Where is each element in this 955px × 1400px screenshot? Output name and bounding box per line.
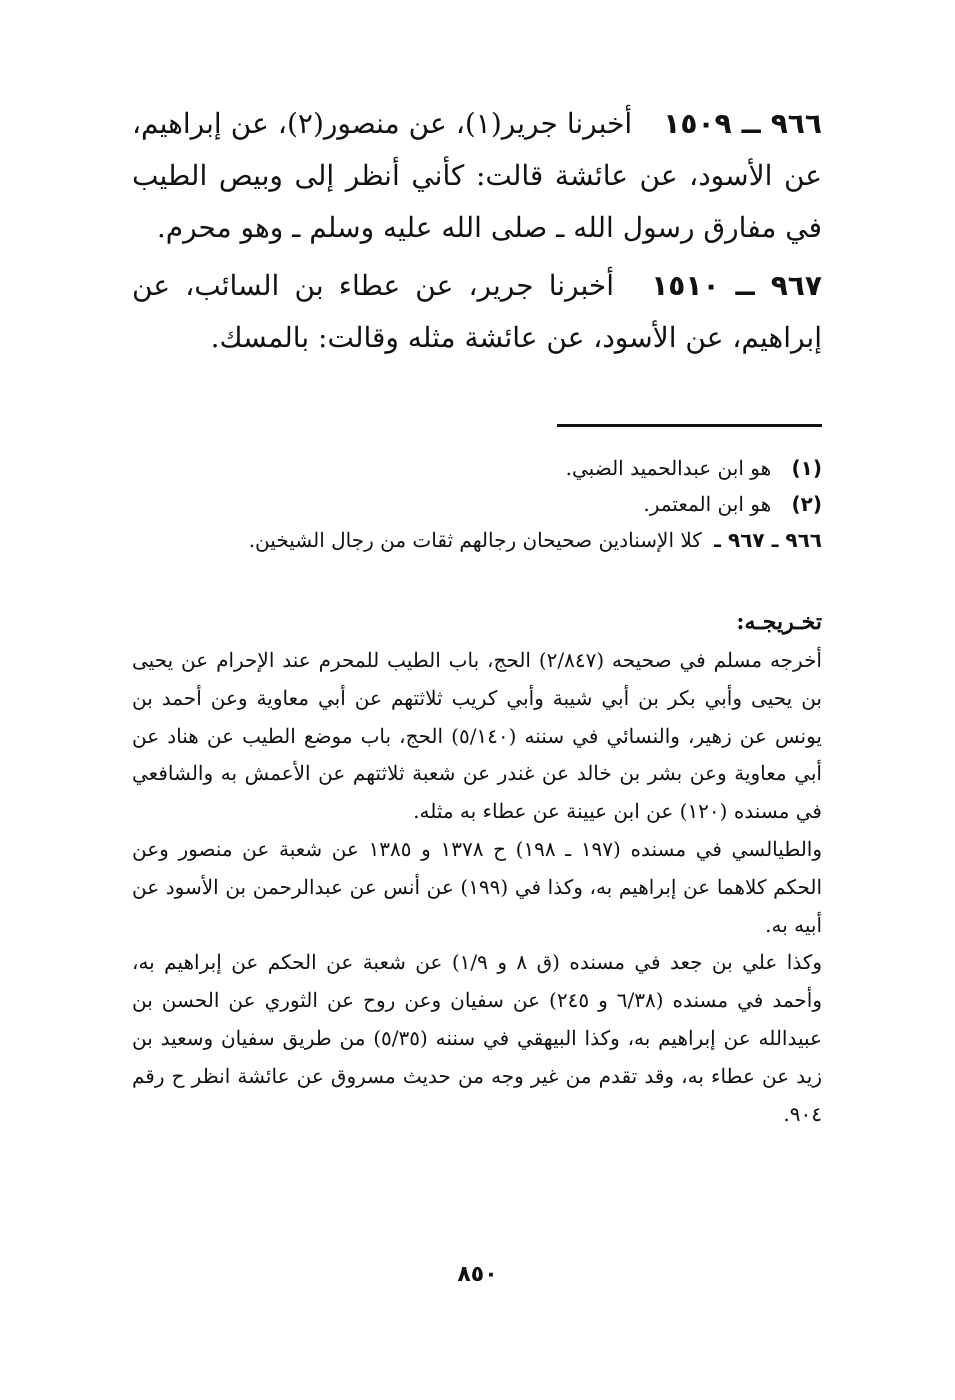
footnote-marker: (١) — [791, 456, 822, 480]
takhrij-heading: تخـريجـه: — [736, 609, 822, 635]
hadith-number: ٩٦٧ ــ ١٥١٠ — [651, 269, 822, 302]
takhrij-paragraph: والطيالسي في مسنده (١٩٧ ـ ١٩٨) ح ١٣٧٨ و ١٣٨٥ عن شعبة عن منصور وعن الحكم كلاهما عن إبراهيم به، وكذا في (١٩٩) عن أنس عن عبدالرحمن بن الأسود عن أبيه به. — [132, 836, 823, 937]
takhrij-paragraph: وكذا علي بن جعد في مسنده (ق ٨ و ١/٩) عن شعبة عن الحكم عن إبراهيم به، وأحمد في مسنده (٦/٣٨ و ٢٤٥) عن سفيان وعن روح عن الثوري عن الحسن بن عبيدالله عن إبراهيم به، وكذا البيهقي في سننه (٥/٣٥) من طريق سفيان وسعيد بن زيد عن عطاء به، وقد تقدم من غير وجه من حديث مسروق عن عائشة انظر ح رقم ٩٠٤. — [132, 950, 823, 1126]
hadith-number: ٩٦٦ ــ ١٥٠٩ — [663, 107, 822, 140]
isnad-comment — [132, 522, 822, 558]
hadith-966 — [132, 98, 822, 254]
footnotes — [132, 450, 822, 558]
footnote-divider — [557, 424, 822, 427]
takhrij-section — [132, 604, 822, 1133]
hadith-967 — [132, 260, 822, 364]
comment-marker: ٩٦٦ ـ ٩٦٧ ـ — [714, 528, 822, 552]
comment-text: كلا الإسنادين صحيحان رجالهم ثقات من رجال الشيخين. — [248, 528, 702, 552]
footnote-marker: (٢) — [791, 492, 822, 516]
footnote-2 — [132, 486, 822, 522]
footnote-text: هو ابن المعتمر. — [643, 492, 772, 516]
hadith-text: أخبرنا جرير، عن عطاء بن السائب، عن إبراهيم، عن الأسود، عن عائشة مثله وقالت: بالمسك. — [132, 269, 822, 354]
footnote-1 — [132, 450, 822, 486]
hadith-section — [132, 98, 822, 370]
footnote-text: هو ابن عبدالحميد الضبي. — [565, 456, 772, 480]
takhrij-paragraph: أخرجه مسلم في صحيحه (٢/٨٤٧) الحج، باب الطيب للمحرم عند الإحرام عن يحيى بن يحيى وأبي بكر بن أبي شيبة وأبي كريب ثلاثتهم عن أبي معاوية وعن أحمد بن يونس عن زهير، والنسائي في سننه (٥/١٤٠) الحج، باب موضع الطيب عن هناد عن أبي معاوية وعن بشر بن خالد عن غندر عن شعبة ثلاثتهم عن الأعمش به والشافعي في مسنده (١٢٠) عن ابن عيينة عن عطاء به مثله. — [132, 648, 822, 824]
page-number: ٨٥٠ — [457, 1262, 498, 1287]
hadith-text: أخبرنا جرير(١)، عن منصور(٢)، عن إبراهيم، عن الأسود، عن عائشة قالت: كأني أنظر إلى وبيص الطيب في مفارق رسول الله ـ صلى الله عليه وسلم ـ وهو محرم. — [132, 107, 822, 244]
